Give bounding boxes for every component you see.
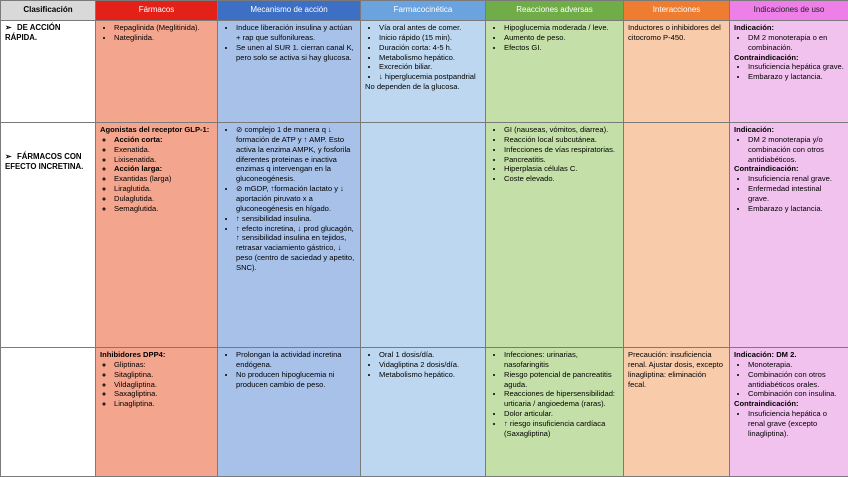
- list-item: • Reacciones de hipersensibilidad: urticaria / angioedema (raras).: [504, 389, 619, 409]
- drug-group-title: Inhibidores DPP4:: [100, 350, 166, 359]
- list-item: • DM 2 monoterapia o en combinación.: [748, 33, 844, 53]
- list-item: • Prolongan la actividad incretina endógena.: [236, 350, 356, 370]
- contraindication-label: Contraindicación:: [734, 399, 799, 409]
- list-item: • Hiperplasia células C.: [504, 164, 619, 174]
- pharmacokinetics-cell: [361, 348, 486, 477]
- list-item: • Efectos GI.: [504, 43, 619, 53]
- list-item: ◦ Exenatida.: [114, 145, 213, 155]
- header-mecanismo: Mecanismo de acción: [218, 1, 361, 21]
- list-item: • GI (nauseas, vómitos, diarrea).: [504, 125, 619, 135]
- list-item: • Metabolismo hepático.: [379, 53, 481, 63]
- drug-group-title: Agonistas del receptor GLP-1:: [100, 125, 210, 134]
- adverse-reactions-cell: [486, 348, 624, 477]
- table-row: [1, 123, 848, 348]
- interactions-cell: [624, 348, 730, 477]
- classification-cell: [1, 348, 96, 477]
- list-item: • Repaglinida (Meglitinida).: [114, 23, 213, 33]
- list-item: • Insuficiencia hepática o renal grave (excepto linagliptina).: [748, 409, 844, 439]
- classification-item: ➢ FÁRMACOS CON EFECTO INCRETINA.: [5, 152, 84, 172]
- indications-cell: [730, 123, 848, 348]
- header-clasificacion: Clasificación: [1, 1, 96, 21]
- classification-item: ➢ DE ACCIÓN RÁPIDA.: [5, 23, 61, 43]
- drugs-cell: [96, 21, 218, 123]
- pharmacokinetics-cell: [361, 21, 486, 123]
- list-item: • Combinación con otros antidiabéticos orales.: [748, 370, 844, 390]
- interactions-cell: [624, 21, 730, 123]
- header-row: [1, 1, 848, 21]
- table-row: [1, 348, 848, 477]
- list-item: ◦ Acción corta:: [114, 135, 213, 145]
- indication-label: Indicación:: [734, 125, 775, 134]
- adverse-reactions-cell: [486, 21, 624, 123]
- list-item: • Induce liberación insulina y actúan + rap que sulfonilureas.: [236, 23, 356, 43]
- list-item: • Vidagliptina 2 dosis/día.: [379, 360, 481, 370]
- list-item: • ⊘ mGDP, ↑formación lactato y ↓ aportación piruvato x a gluconeogénesis en hígado.: [236, 184, 356, 214]
- list-item: ◦ Vildagliptina.: [114, 380, 213, 390]
- list-item: • Monoterapia.: [748, 360, 844, 370]
- mechanism-cell: [218, 348, 361, 477]
- header-indicaciones: Indicaciones de uso: [730, 1, 848, 21]
- drugs-cell: [96, 123, 218, 348]
- list-item: • ↑ efecto incretina, ↓ prod glucagón, ↑ sensibilidad insulina en tejidos, retrasar vaciamiento gástrico, ↓ peso (centro de saciedad y apetito, SNC).: [236, 224, 356, 273]
- list-item: ◦ Lixisenatida.: [114, 155, 213, 165]
- list-item: ◦ Liraglutida.: [114, 184, 213, 194]
- list-item: • Nateglinida.: [114, 33, 213, 43]
- interactions-text: Inductores o inhibidores del citocromo P-450.: [628, 23, 721, 42]
- list-item: • Excreción biliar.: [379, 62, 481, 72]
- list-item: • Insuficiencia hepática grave.: [748, 62, 844, 72]
- list-item: ◦ Sitagliptina.: [114, 370, 213, 380]
- arrow-bullet-icon: ➢: [5, 23, 12, 32]
- list-item: • ⊘ complejo 1 de manera q ↓ formación de ATP y ↑ AMP. Esto activa la enzima AMPK, y fosforila diferentes proteinas e inactiva enzimas q intervengan en la gluconeogénesis.: [236, 125, 356, 184]
- indications-cell: [730, 21, 848, 123]
- indication-label: Indicación:: [734, 23, 775, 32]
- interactions-cell: [624, 123, 730, 348]
- list-item: • Infecciones de vías respiratorias.: [504, 145, 619, 155]
- header-reacciones: Reacciones adversas: [486, 1, 624, 21]
- table-row: [1, 21, 848, 123]
- list-item: • Vía oral antes de comer.: [379, 23, 481, 33]
- list-item: • Pancreatitis.: [504, 155, 619, 165]
- list-item: • DM 2 monoterapia y/o combinación con otros antidiabéticos.: [748, 135, 844, 165]
- list-item: • Inicio rápido (15 min).: [379, 33, 481, 43]
- list-item: • Hipoglucemia moderada / leve.: [504, 23, 619, 33]
- adverse-reactions-cell: [486, 123, 624, 348]
- list-item: ◦ Linagliptina.: [114, 399, 213, 409]
- list-item: • Embarazo y lactancia.: [748, 204, 844, 214]
- list-item: • Dolor articular.: [504, 409, 619, 419]
- pharmacokinetics-note: No dependen de la glucosa.: [365, 82, 460, 92]
- drugs-cell: [96, 348, 218, 477]
- interactions-text: Precaución: insuficiencia renal. Ajustar dosis, excepto linagliptina: eliminación fecal.: [628, 350, 723, 389]
- classification-cell: [1, 123, 96, 348]
- list-item: ◦ Gliptinas:: [114, 360, 213, 370]
- list-item: • Oral 1 dosis/día.: [379, 350, 481, 360]
- list-item: • Metabolismo hepático.: [379, 370, 481, 380]
- list-item: ◦ Saxagliptina.: [114, 389, 213, 399]
- header-farmacos: Fármacos: [96, 1, 218, 21]
- list-item: • Reacción local subcutánea.: [504, 135, 619, 145]
- list-item: • ↓ hiperglucemia postpandrial: [379, 72, 481, 82]
- contraindication-label: Contraindicación:: [734, 52, 799, 62]
- mechanism-cell: [218, 21, 361, 123]
- indications-cell: [730, 348, 848, 477]
- list-item: ◦ Exantidas (larga): [114, 174, 213, 184]
- list-item: • ↑ sensibilidad insulina.: [236, 214, 356, 224]
- mechanism-cell: [218, 123, 361, 348]
- pharmacokinetics-cell: [361, 123, 486, 348]
- list-item: • Enfermedad intestinal grave.: [748, 184, 844, 204]
- list-item: • Combinación con insulina.: [748, 389, 844, 399]
- list-item: • Se unen al SUR 1. cierran canal K, pero solo se activa si hay glucosa.: [236, 43, 356, 63]
- header-farmacocinetica: Farmacocinética: [361, 1, 486, 21]
- list-item: ◦ Semaglutida.: [114, 204, 213, 214]
- list-item: ◦ Acción larga:: [114, 164, 213, 174]
- contraindication-label: Contraindicación:: [734, 164, 799, 174]
- list-item: • Infecciones: urinarias, nasofaringitis: [504, 350, 619, 370]
- list-item: • Coste elevado.: [504, 174, 619, 184]
- header-interacciones: Interacciones: [624, 1, 730, 21]
- indication-label: Indicación: DM 2.: [734, 350, 797, 359]
- list-item: • ↑ riesgo insuficiencia cardíaca (Saxagliptina): [504, 419, 619, 439]
- list-item: • Insuficiencia renal grave.: [748, 174, 844, 184]
- list-item: • No producen hipoglucemia ni producen cambio de peso.: [236, 370, 356, 390]
- list-item: • Aumento de peso.: [504, 33, 619, 43]
- list-item: • Riesgo potencial de pancreatitis aguda.: [504, 370, 619, 390]
- list-item: ◦ Dulaglutida.: [114, 194, 213, 204]
- list-item: • Duración corta: 4-5 h.: [379, 43, 481, 53]
- classification-cell: [1, 21, 96, 123]
- list-item: • Embarazo y lactancia.: [748, 72, 844, 82]
- arrow-bullet-icon: ➢: [5, 152, 12, 161]
